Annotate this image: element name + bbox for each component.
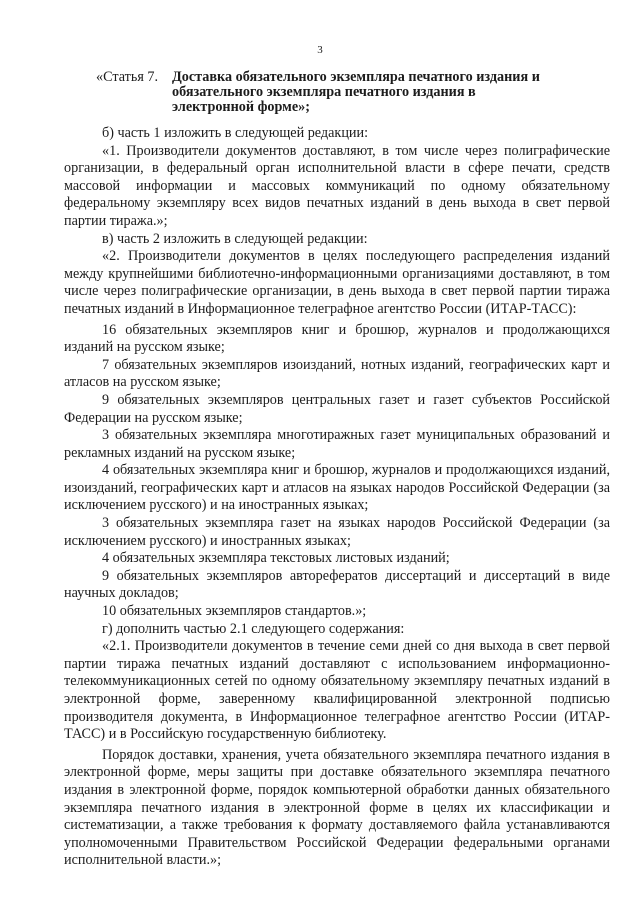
article-label: «Статья 7. <box>96 69 159 85</box>
paragraph: 9 обязательных экземпляров центральных газет и газет субъектов Российской Федерации на русском языке; <box>64 391 610 426</box>
paragraph: 3 обязательных экземпляра газет на языках народов Российской Федерации (за исключением русского) и иностранных языках; <box>64 515 610 549</box>
paragraph: 7 обязательных экземпляров изоизданий, нотных изданий, географических карт и атласов на русском языке; <box>64 356 610 391</box>
paragraph: 3 обязательных экземпляра многотиражных газет муниципальных образований и рекламных изданий на русском языке; <box>64 427 610 461</box>
paragraph: г) дополнить частью 2.1 следующего содержания: <box>102 620 405 637</box>
paragraph: 10 обязательных экземпляров стандартов.»; <box>102 603 367 620</box>
paragraph: 4 обязательных экземпляра книг и брошюр, журналов и продолжающихся изданий, изоизданий, географических карт и атласов на языках народов Российской Федерации (за исключением русского) и на иностранных языках; <box>64 462 610 514</box>
page-number: 3 <box>317 44 323 56</box>
paragraph: «2. Производители документов в целях последующего распределения изданий между крупнейшими библиотечно-информационными организациями доставляют, в том числе через полиграфические организации, в день выхода в свет первой партии тиража печатных изданий в Информационное телеграфное агентство России (ИТАР-ТАСС): <box>64 248 610 317</box>
paragraph: б) часть 1 изложить в следующей редакции: <box>102 125 369 141</box>
paragraph: «2.1. Производители документов в течение семи дней со дня выхода в свет первой партии тиража печатных изданий доставляют с использованием информационно-телекоммуникационных сетей по одному обязательному экземпляру печатных изданий в электронной форме, заверенному квалифицированной электронной подписью производителя документа, в Информационное телеграфное агентство России (ИТАР-ТАСС) и в Российскую государственную библиотеку. <box>64 638 610 743</box>
paragraph: 9 обязательных экземпляров авторефератов диссертаций и диссертаций в виде научных докладов; <box>64 567 610 602</box>
paragraph: в) часть 2 изложить в следующей редакции: <box>102 230 368 247</box>
document-body <box>64 125 610 870</box>
paragraph: 4 обязательных экземпляра текстовых листовых изданий; <box>102 550 450 567</box>
paragraph: Порядок доставки, хранения, учета обязательного экземпляра печатного издания в электронной форме, меры защиты при доставке обязательного экземпляра печатного издания в электронной форме, порядок компьютерной обработки данных обязательного экземпляра печатного издания в электронной форме в целях их классификации и систематизации, а также требования к формату доставляемого файла устанавливаются уполномоченными Правительством Российской Федерации федеральными органами исполнительной власти.»; <box>64 746 610 869</box>
paragraph: «1. Производители документов доставляют, в том числе через полиграфические организации, в федеральный орган исполнительной власти в сфере печати, средств массовой информации и массовых коммуникаций по одному обязательному федеральному экземпляру всех видов печатных изданий в день выхода в свет первой партии тиража.»; <box>64 142 610 229</box>
paragraph: 16 обязательных экземпляров книг и брошюр, журналов и продолжающихся изданий на русском языке; <box>64 321 610 356</box>
article-title: Доставка обязательного экземпляра печатного издания и обязательного экземпляра печатного издания в электронной форме»; <box>172 69 540 115</box>
article-heading <box>96 70 556 115</box>
